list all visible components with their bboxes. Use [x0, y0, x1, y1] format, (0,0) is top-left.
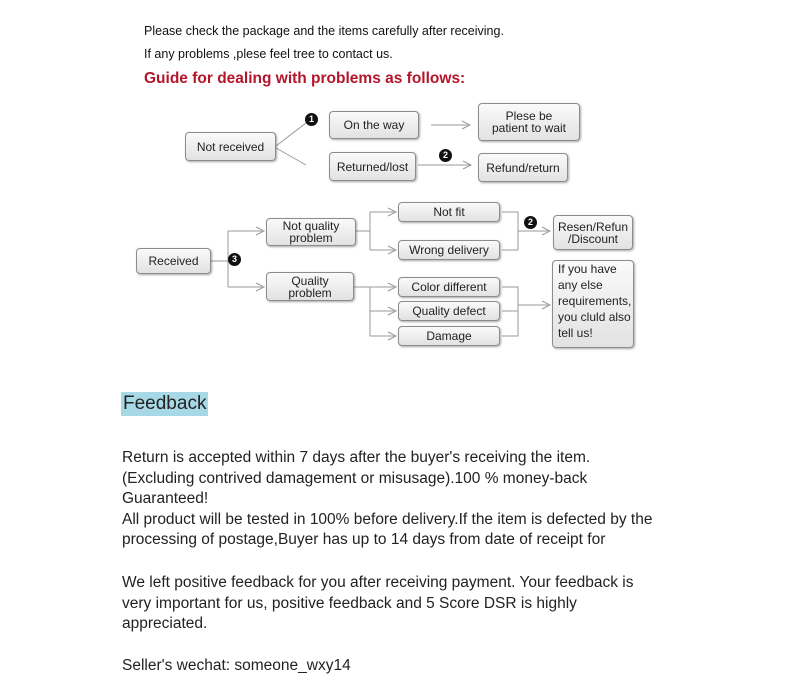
- feedback-line-2: very important for us, positive feedback and 5 Score DSR is highly: [122, 594, 577, 612]
- received-label: Received: [148, 254, 199, 268]
- return-policy-line-5: processing of postage,Buyer has up to 14 days from date of receipt for: [122, 531, 606, 548]
- feedback-paragraph: [122, 573, 722, 635]
- wrong-delivery-label: Wrong delivery: [409, 243, 489, 257]
- step-1-number: 1: [308, 114, 314, 124]
- return-policy-paragraph: [122, 448, 722, 551]
- on-the-way-box: [329, 111, 419, 139]
- quality-problem-line-1: Quality: [291, 273, 329, 288]
- other-req-line-1: If you have: [558, 262, 617, 276]
- other-req-line-2: any else: [558, 278, 603, 292]
- resend-refund-line-1: Resen/Refun: [557, 219, 629, 234]
- not-quality-line-1: Not quality: [282, 219, 340, 233]
- quality-problem-box: [266, 272, 354, 301]
- be-patient-box: [478, 103, 580, 141]
- be-patient-line-2: patient to wait: [491, 121, 567, 135]
- resend-refund-box: [553, 215, 633, 250]
- return-policy-line-2: (Excluding contrived damagement or misusage).100 % money-back: [122, 469, 588, 487]
- step-2-number-top: 2: [442, 150, 448, 160]
- step-3-badge: [228, 253, 241, 266]
- refund-return-label: Refund/return: [486, 160, 560, 175]
- seller-wechat: Seller's wechat: someone_wxy14: [122, 657, 351, 674]
- other-requirements-box: [552, 260, 634, 348]
- on-the-way-label: On the way: [343, 118, 405, 132]
- other-req-line-5: tell us!: [558, 326, 593, 340]
- return-policy-line-4: All product will be tested in 100% before delivery.If the item is defected by the: [122, 510, 653, 528]
- refund-return-box: [478, 153, 568, 182]
- resend-refund-line-2: /Discount: [567, 231, 619, 246]
- step-2-number-bottom: 2: [527, 217, 533, 227]
- step-2-badge-bottom: [524, 216, 537, 229]
- other-req-line-3: requirements,: [558, 294, 632, 308]
- quality-defect-label: Quality defect: [412, 304, 486, 318]
- be-patient-line-1: Plese be: [505, 109, 553, 123]
- not-fit-box: [398, 202, 500, 222]
- returned-lost-label: Returned/lost: [336, 159, 409, 174]
- not-fit-label: Not fit: [433, 205, 465, 219]
- damage-box: [398, 326, 500, 346]
- step-2-badge-top: [439, 149, 452, 162]
- other-req-line-4: you cluld also: [558, 310, 631, 324]
- wrong-delivery-box: [398, 240, 500, 260]
- received-box: [136, 248, 211, 274]
- return-policy-line-1: Return is accepted within 7 days after the buyer's receiving the item.: [122, 449, 591, 466]
- intro-line-2: If any problems ,plese feel tree to contact us.: [144, 47, 393, 61]
- feedback-line-3: appreciated.: [122, 615, 208, 632]
- color-different-label: Color different: [411, 280, 487, 294]
- feedback-line-1: We left positive feedback for you after receiving payment. Your feedback is: [122, 574, 634, 591]
- intro-line-1: Please check the package and the items carefully after receiving.: [144, 24, 504, 38]
- not-quality-line-2: problem: [289, 231, 333, 245]
- damage-label: Damage: [426, 329, 472, 343]
- not-quality-problem-box: [266, 218, 356, 246]
- step-3-number: 3: [231, 254, 237, 264]
- quality-defect-box: [398, 301, 500, 321]
- quality-problem-line-2: problem: [288, 285, 332, 300]
- return-policy-line-3: Guaranteed!: [122, 490, 209, 507]
- guide-title: Guide for dealing with problems as follows:: [144, 70, 466, 87]
- not-received-box: [185, 132, 276, 161]
- feedback-heading: Feedback: [123, 393, 207, 414]
- returned-lost-box: [329, 152, 416, 181]
- not-received-label: Not received: [196, 139, 265, 154]
- color-different-box: [398, 277, 500, 297]
- step-1-badge: [305, 113, 318, 126]
